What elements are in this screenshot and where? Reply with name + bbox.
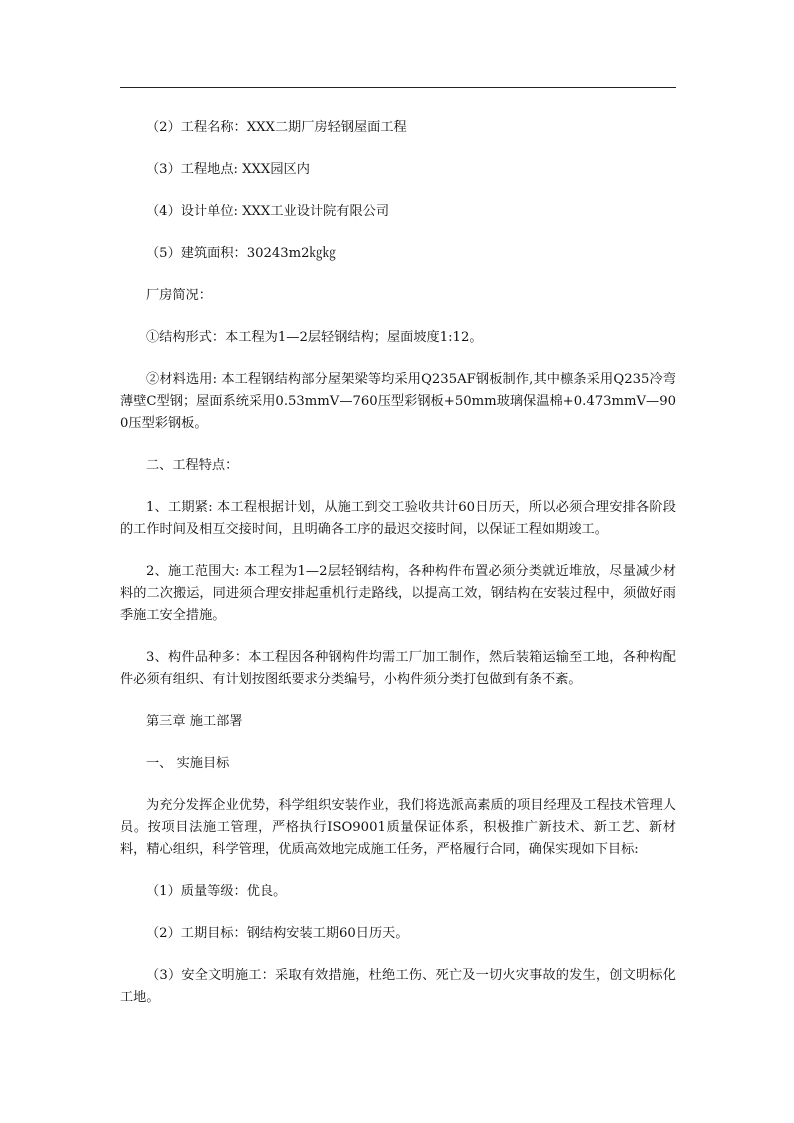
implementation-intro-paragraph: 为充分发挥企业优势，科学组织安装作业，我们将选派高素质的项目经理及工程技术管理人员。按项目法施工管理，严格执行ISO9001质量保证体系，积极推广新技术、新工艺、新材料，精心组织，科学管理，优质高效地完成施工任务，严格履行合同，确保实现如下目标: — [120, 798, 676, 857]
plant-overview-heading: 厂房简况： — [146, 288, 212, 303]
document-body — [120, 117, 676, 1009]
design-unit-line: （4）设计单位: XXX工业设计院有限公司 — [146, 204, 390, 219]
header-divider — [120, 87, 676, 88]
project-features-heading: 二、工程特点： — [146, 458, 239, 473]
structure-form-paragraph: ①结构形式：本工程为1—2层轻钢结构；屋面坡度1:12。 — [146, 330, 483, 345]
construction-scope-paragraph: 2、施工范围大: 本工程为1—2层轻钢结构，各种构件布置必须分类就近堆放，尽量减少材料的二次搬运，同进须合理安排起重机行走路线，以提高工效，钢结构在安装过程中，须做好雨季施工安全措施。 — [120, 564, 676, 623]
material-selection-paragraph: ②材料选用: 本工程钢结构部分屋架梁等均采用Q235AF钢板制作,其中檩条采用Q235冷弯薄壁C型钢；屋面系统采用0.53mmV—760压型彩钢板+50mm玻璃保温棉+0.473mmV—900压型彩钢板。 — [120, 372, 676, 431]
schedule-goal-line: （2）工期目标：钢结构安装工期60日历天。 — [146, 926, 409, 941]
building-area-line: （5）建筑面积：30243m2㎏㎏ — [146, 246, 336, 261]
chapter-three-heading: 第三章 施工部署 — [146, 714, 243, 729]
implementation-goals-heading: 一、 实施目标 — [146, 756, 230, 771]
project-name-line: （2）工程名称：XXX二期厂房轻钢屋面工程 — [146, 120, 407, 135]
tight-schedule-paragraph: 1、工期紧: 本工程根据计划，从施工到交工验收共计60日历天，所以必须合理安排各阶段的工作时间及相互交接时间，且明确各工序的最迟交接时间，以保证工程如期竣工。 — [120, 500, 676, 537]
project-location-line: （3）工程地点: XXX园区内 — [146, 162, 310, 177]
quality-goal-line: （1）质量等级：优良。 — [146, 884, 287, 899]
component-variety-paragraph: 3、构件品种多：本工程因各种钢构件均需工厂加工制作，然后装箱运输至工地，各种构配件必须有组织、有计划按图纸要求分类编号，小构件须分类打包做到有条不紊。 — [120, 650, 676, 687]
safety-goal-paragraph: （3）安全文明施工：采取有效措施，杜绝工伤、死亡及一切火灾事故的发生，创文明标化工地。 — [120, 968, 676, 1005]
